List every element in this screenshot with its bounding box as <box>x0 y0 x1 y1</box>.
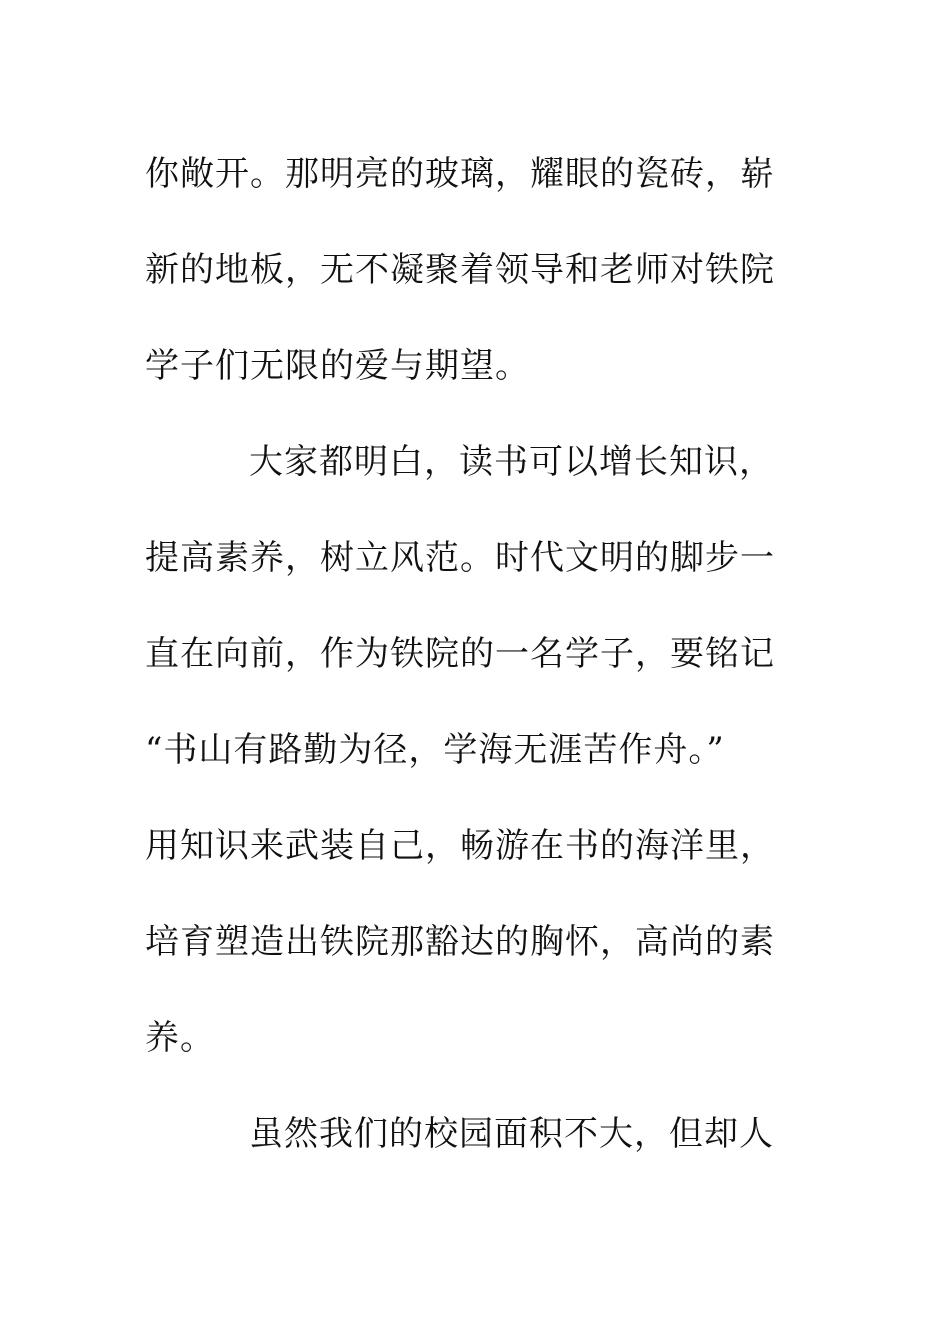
body-text <box>145 126 785 1182</box>
text-line: 培育塑造出铁院那豁达的胸怀，高尚的素 <box>145 922 775 962</box>
text-line: 提高素养，树立风范。时代文明的脚步一 <box>145 538 775 578</box>
text-line: 学子们无限的爱与期望。 <box>145 346 530 386</box>
text-line: 直在向前，作为铁院的一名学子，要铭记 <box>145 634 775 674</box>
text-line: 新的地板，无不凝聚着领导和老师对铁院 <box>145 250 775 290</box>
paragraph-start-line: 虽然我们的校园面积不大，但却人 <box>249 1114 774 1154</box>
quote-line: “书山有路勤为径，学海无涯苦作舟。” <box>145 730 725 770</box>
paragraph-start-line: 大家都明白，读书可以增长知识， <box>249 442 774 482</box>
text-line: 你敞开。那明亮的玻璃，耀眼的瓷砖，崭 <box>145 154 775 194</box>
text-line: 养。 <box>145 1018 215 1058</box>
text-line: 用知识来武装自己，畅游在书的海洋里， <box>145 826 775 866</box>
